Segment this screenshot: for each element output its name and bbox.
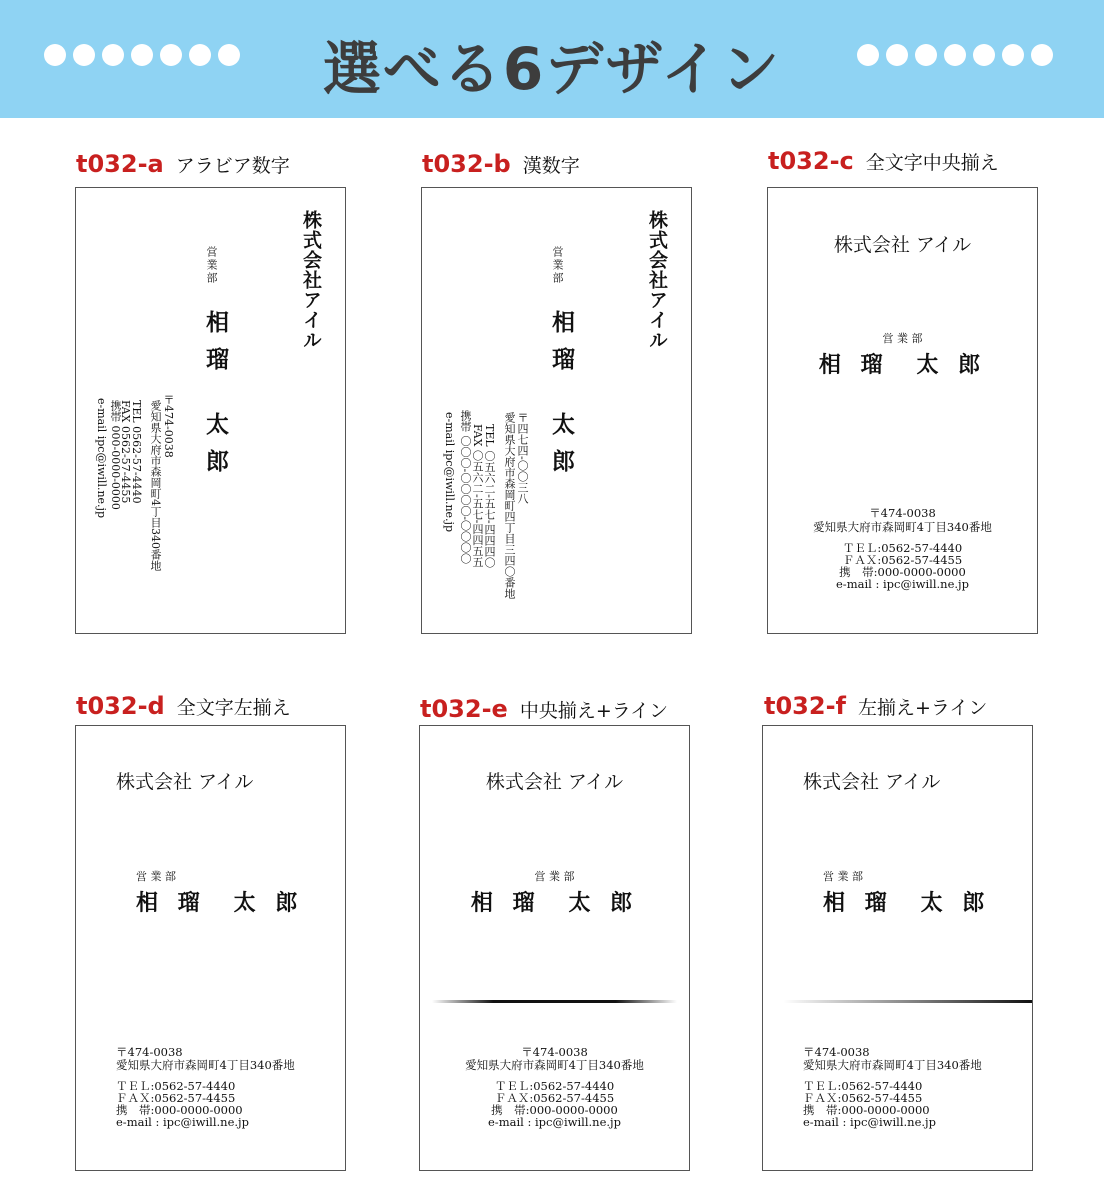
card-a-email: e-mail ipc@iwill.ne.jp [95,398,108,518]
card-c-postal: 〒474-0038 [869,506,936,520]
card-f-dept: 営 業 部 [823,870,863,883]
card-e-tel: ＴＥＬ:0562-57-4440 [494,1079,615,1093]
card-d-name: 相 瑠 太 郎 [136,890,304,916]
card-d-address: 愛知県大府市森岡町4丁目340番地 [116,1058,295,1072]
card-c-fax: ＦＡＸ:0562-57-4455 [842,553,963,567]
card-a-dept: 営業部 [205,246,218,285]
card-a-fax: FAX 0562-57-4455 [119,400,132,504]
card-a-tel: TEL 0562-57-4440 [130,400,143,504]
card-a-name-family: 相瑠 [202,310,229,384]
card-f-postal: 〒474-0038 [803,1045,870,1059]
card-a-postal: 〒474-0038 [162,394,175,458]
card-e [419,725,690,1171]
card-d-dept: 営 業 部 [136,870,176,883]
card-e-name: 相 瑠 太 郎 [470,890,639,916]
card-d-postal: 〒474-0038 [116,1045,183,1059]
banner-dots-right [857,44,1053,66]
card-e-mobile: 携 帯:000-0000-0000 [491,1103,618,1117]
card-d-tel: ＴＥＬ:0562-57-4440 [116,1079,236,1093]
card-d [75,725,346,1171]
card-b-postal: 〒四七四-〇〇三八 [516,412,529,504]
card-c-company: 株式会社 アイル [833,234,972,256]
card-e-dept: 営 業 部 [534,870,575,883]
banner-title: 選べる6デザイン [322,35,782,103]
card-f-address: 愛知県大府市森岡町4丁目340番地 [803,1058,982,1072]
design-label-b: t032-b 漢数字 [422,150,580,178]
card-b-tel: TEL 〇五六二-五七-四四四〇 [483,424,496,568]
design-label-d: t032-d 全文字左揃え [76,692,291,720]
card-e-address: 愛知県大府市森岡町4丁目340番地 [465,1058,644,1072]
card-f-email: e-mail : ipc@iwill.ne.jp [803,1115,936,1129]
card-d-mobile: 携 帯:000-0000-0000 [116,1103,243,1117]
banner [0,0,1104,118]
card-e-postal: 〒474-0038 [521,1045,588,1059]
card-b-name-given: 太郎 [548,412,575,486]
card-a-name-given: 太郎 [202,412,229,486]
card-b-mobile: 携帯 〇〇〇-〇〇〇〇-〇〇〇〇 [459,410,472,564]
card-b-name-family: 相瑠 [548,310,575,384]
card-c [767,187,1038,634]
card-b-dept: 営業部 [551,246,564,285]
design-label-a: t032-a アラビア数字 [76,150,290,178]
card-c-name: 相 瑠 太 郎 [818,352,987,378]
card-a [75,187,346,634]
design-label-e: t032-e 中央揃え+ライン [420,695,669,723]
card-f-fax: ＦＡＸ:0562-57-4455 [803,1091,923,1105]
card-a-mobile: 携帯 000-0000-0000 [109,400,122,510]
card-e-email: e-mail : ipc@iwill.ne.jp [488,1115,621,1129]
card-e-divider-line [432,1000,677,1003]
card-c-tel: ＴＥＬ:0562-57-4440 [842,541,963,555]
card-c-mobile: 携 帯:000-0000-0000 [839,565,966,579]
card-c-dept: 営 業 部 [882,332,923,345]
card-f-divider-line [783,1000,1032,1003]
card-b-address: 愛知県大府市森岡町四丁目三四〇番地 [503,412,516,599]
card-b-fax: FAX 〇五六二-五七-四四五五 [471,424,484,568]
card-d-company: 株式会社 アイル [116,771,254,793]
card-f-company: 株式会社 アイル [803,771,941,793]
card-c-address: 愛知県大府市森岡町4丁目340番地 [813,520,992,534]
card-c-email: e-mail : ipc@iwill.ne.jp [836,577,969,591]
card-f-name: 相 瑠 太 郎 [823,890,991,916]
card-f-mobile: 携 帯:000-0000-0000 [803,1103,930,1117]
card-f [762,725,1033,1171]
card-f-tel: ＴＥＬ:0562-57-4440 [803,1079,923,1093]
card-e-fax: ＦＡＸ:0562-57-4455 [494,1091,615,1105]
card-d-email: e-mail : ipc@iwill.ne.jp [116,1115,249,1129]
card-a-company: 株式会社アイル [300,210,322,350]
card-a-address: 愛知県大府市森岡町4丁目340番地 [149,400,162,571]
design-label-c: t032-c 全文字中央揃え [768,147,999,175]
card-b-company: 株式会社アイル [646,210,668,350]
card-b [421,187,692,634]
card-d-fax: ＦＡＸ:0562-57-4455 [116,1091,236,1105]
card-b-email: e-mail ipc@iwill.ne.jp [443,412,456,532]
design-label-f: t032-f 左揃え+ライン [764,692,988,720]
card-e-company: 株式会社 アイル [485,771,624,793]
